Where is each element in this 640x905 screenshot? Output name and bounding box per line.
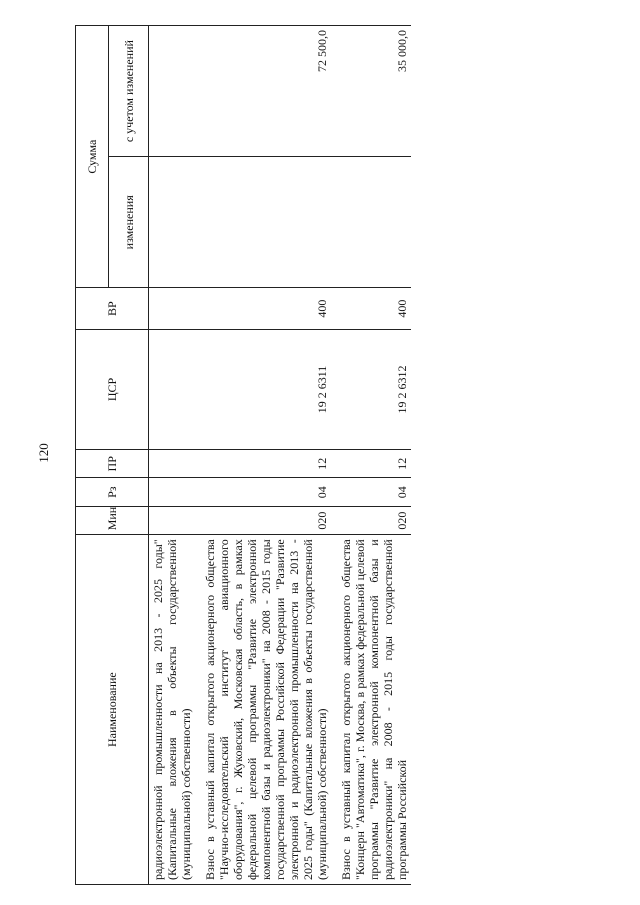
row-rz bbox=[149, 478, 196, 506]
row-min bbox=[149, 506, 196, 534]
row-pr: 12 bbox=[195, 450, 331, 478]
row-min: 020 bbox=[331, 506, 411, 534]
row-csr: 19 2 6311 bbox=[195, 329, 331, 449]
row-pr: 12 bbox=[331, 450, 411, 478]
header-with-changes: с учетом изменений bbox=[109, 26, 149, 157]
row-change bbox=[331, 157, 411, 288]
row-total: 72 500,0 bbox=[195, 26, 331, 157]
header-changes: изменения bbox=[109, 157, 149, 288]
table-row bbox=[195, 26, 331, 885]
rotated-sheet bbox=[75, 5, 595, 885]
header-vr: ВР bbox=[76, 288, 149, 330]
header-min: Мин bbox=[76, 506, 149, 534]
row-rz: 04 bbox=[195, 478, 331, 506]
header-name: Наименование bbox=[76, 535, 149, 885]
row-csr bbox=[149, 329, 196, 449]
table-row bbox=[331, 26, 411, 885]
row-vr: 400 bbox=[331, 288, 411, 330]
row-name: радиоэлектронной промышленности на 2013 - 2025 годы" (Капитальные вложения в объекты государственной (муниципальной) собственности) bbox=[149, 535, 196, 885]
row-change bbox=[149, 157, 196, 288]
header-pr: ПР bbox=[76, 450, 149, 478]
row-name: Взнос в уставный капитал открытого акционерного общества "Научно-исследовательский институт авиационного оборудования", г. Жуковский, Московская область, в рамках федеральной целевой программы "Развитие электронной компонентной базы и радиоэлектроники" на 2008 - 2015 годы государственной программы Российской Федерации "Развитие электронной и радиоэлектронной промышленности на 2013 - 2025 годы" (Капитальные вложения в объекты государственной (муниципальной) собственности) bbox=[195, 535, 331, 885]
row-total: 35 000,0 bbox=[331, 26, 411, 157]
row-vr bbox=[149, 288, 196, 330]
row-change bbox=[195, 157, 331, 288]
header-sum: Сумма bbox=[76, 26, 109, 288]
row-name: Взнос в уставный капитал открытого акционерного общества "Концерн "Автоматика", г. Москва, в рамках федеральной целевой программы "Развитие электронной компонентной базы и радиоэлектроники" на 2008 - 2015 годы государственной программы Российской bbox=[331, 535, 411, 885]
header-rz: Рз bbox=[76, 478, 149, 506]
row-vr: 400 bbox=[195, 288, 331, 330]
header-csr: ЦСР bbox=[76, 329, 149, 449]
row-pr bbox=[149, 450, 196, 478]
page-number: 120 bbox=[36, 443, 51, 463]
table-row bbox=[149, 26, 196, 885]
row-total bbox=[149, 26, 196, 157]
row-rz: 04 bbox=[331, 478, 411, 506]
row-csr: 19 2 6312 bbox=[331, 329, 411, 449]
row-min: 020 bbox=[195, 506, 331, 534]
budget-table bbox=[75, 25, 411, 885]
